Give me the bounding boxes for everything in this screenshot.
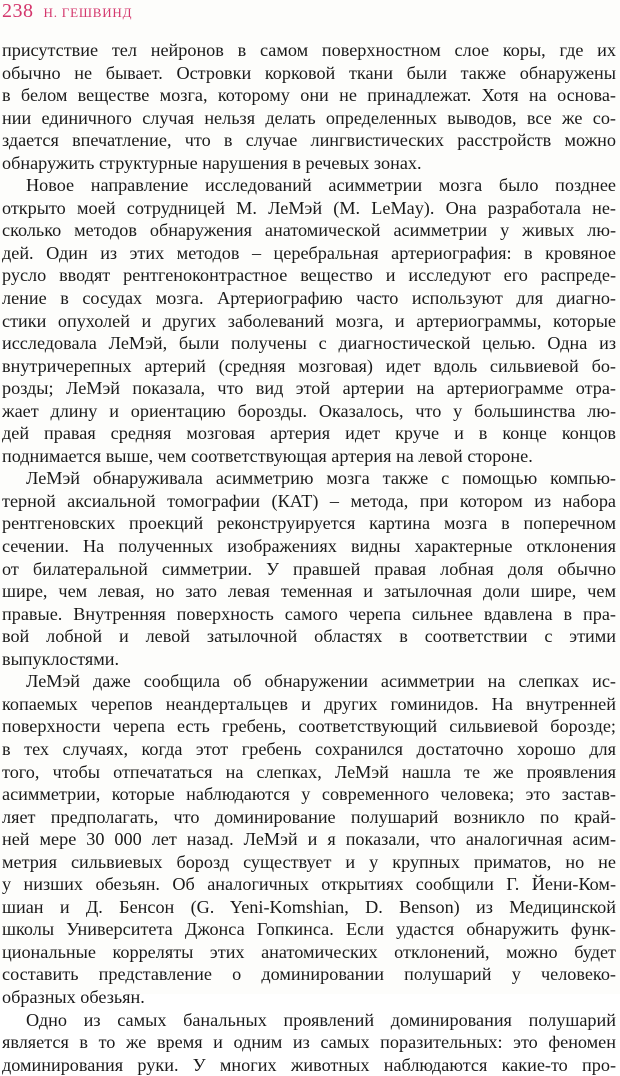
text-line: обычно не бывает. Островки корковой ткани были также обнаружены — [2, 62, 616, 83]
text-line: здается впечатление, что в случае лингвистических расстройств можно — [2, 130, 616, 151]
text-line: метрия сильвиевых борозд существует и у крупных приматов, но не — [2, 851, 616, 872]
text-line: ЛеМэй обнаруживала асимметрию мозга также с помощью компью- — [26, 468, 616, 489]
text-line: циональные корреляты этих анатомических отклонений, можно будет — [2, 941, 616, 962]
paragraph — [2, 39, 616, 174]
text-line: рентгеновских проекций реконструируется картина мозга в поперечном — [2, 513, 616, 534]
text-line: дей правая средняя мозговая артерия идет круче и в конце концов — [2, 423, 616, 444]
text-line: шире, чем левая, но зато левая теменная и затылочная доли шире, чем — [2, 581, 616, 602]
text-line: копаемых черепов неандертальцев и других гоминидов. На внутренней — [2, 693, 616, 714]
text-line: ней мере 30 000 лет назад. ЛеМэй и я показали, что аналогичная асим- — [2, 829, 616, 850]
text-line: того, чтобы отпечататься на слепках, ЛеМэй нашла те же проявления — [2, 761, 616, 782]
text-line: внутричерепных артерий (средняя мозговая) идет вдоль сильвиевой бо- — [2, 355, 616, 376]
text-line: жает длину и ориентацию борозды. Оказалось, что у большинства лю- — [2, 400, 616, 421]
paragraph — [2, 1009, 616, 1076]
body-text — [2, 39, 616, 1076]
text-line: розды; ЛеМэй показала, что вид этой артерии на артериограмме отра- — [2, 378, 616, 399]
text-line: правые. Внутренняя поверхность самого черепа сильнее вдавлена в пра- — [2, 603, 616, 624]
text-line: доминирования руки. У многих животных наблюдаются какие-то про- — [2, 1054, 616, 1075]
paragraph — [2, 467, 616, 670]
text-line: присутствие тел нейронов в самом поверхностном слое коры, где их — [2, 40, 616, 60]
text-line: стики опухолей и других заболеваний мозга, и артериограммы, которые — [2, 310, 616, 331]
text-line: выпуклостями. — [2, 648, 120, 669]
text-line: является в то же время и одним из самых поразительных: это феномен — [2, 1032, 616, 1053]
text-line: поверхности черепа есть гребень, соответствующий сильвиевой борозде; — [2, 716, 616, 737]
text-line: обнаружить структурные нарушения в речевых зонах. — [2, 152, 422, 173]
text-line: поднимается выше, чем соответствующая артерия на левой стороне. — [2, 445, 533, 466]
running-head: Н. ГЕШВИНД — [43, 5, 133, 20]
text-line: шиан и Д. Бенсон (G. Yeni-Komshian, D. Benson) из Медицинской — [2, 896, 616, 917]
text-line: вой лобной и левой затылочной областях в соответствии с этими — [2, 626, 616, 647]
text-line: дей. Один из этих методов – церебральная артериография: в кровяное — [2, 242, 616, 263]
page-number: 238 — [2, 0, 34, 22]
text-line: Новое направление исследований асимметрии мозга было позднее — [26, 175, 616, 196]
text-line: сколько методов обнаружения анатомической асимметрии у живых лю- — [2, 220, 616, 241]
text-line: асимметрии, которые наблюдаются у современного человека; это застав- — [2, 784, 616, 805]
text-line: русло вводят рентгеноконтрастное вещество и исследуют его распреде- — [2, 265, 616, 286]
text-line: ЛеМэй даже сообщила об обнаружении асимметрии на слепках ис- — [26, 671, 616, 692]
text-line: в белом веществе мозга, которому они не принадлежат. Хотя на основа- — [2, 85, 616, 106]
page-header — [2, 0, 132, 24]
text-line: исследовала ЛеМэй, были получены с диагностической целью. Одна из — [2, 333, 616, 354]
paragraph — [2, 174, 616, 467]
text-line: школы Университета Джонса Гопкинса. Если удастся обнаружить функ- — [2, 919, 616, 940]
text-line: терной аксиальной томографии (КАТ) – метода, при котором из набора — [2, 490, 616, 511]
text-line: составить представление о доминировании полушарий у человеко- — [2, 964, 616, 985]
text-line: нии единичного случая нельзя делать определенных выводов, все же со- — [2, 107, 616, 128]
text-line: у низших обезьян. Об аналогичных открытиях сообщили Г. Йени-Ком- — [2, 874, 616, 895]
text-line: сечении. На полученных изображениях видны характерные отклонения — [2, 536, 616, 557]
text-line: ляет предполагать, что доминирование полушарий возникло по край- — [2, 806, 616, 827]
text-line: Одно из самых банальных проявлений доминирования полушарий — [26, 1009, 616, 1030]
text-line: образных обезьян. — [2, 986, 145, 1007]
text-line: от билатеральной симметрии. У правшей правая лобная доля обычно — [2, 558, 616, 579]
paragraph — [2, 670, 616, 1008]
text-line: в тех случаях, когда этот гребень сохранился достаточно хорошо для — [2, 738, 616, 759]
text-line: открыто моей сотрудницей М. ЛеМэй (M. LeMay). Она разработала не- — [2, 197, 616, 218]
text-line: ление в сосудах мозга. Артериографию часто используют для диагно- — [2, 288, 616, 309]
